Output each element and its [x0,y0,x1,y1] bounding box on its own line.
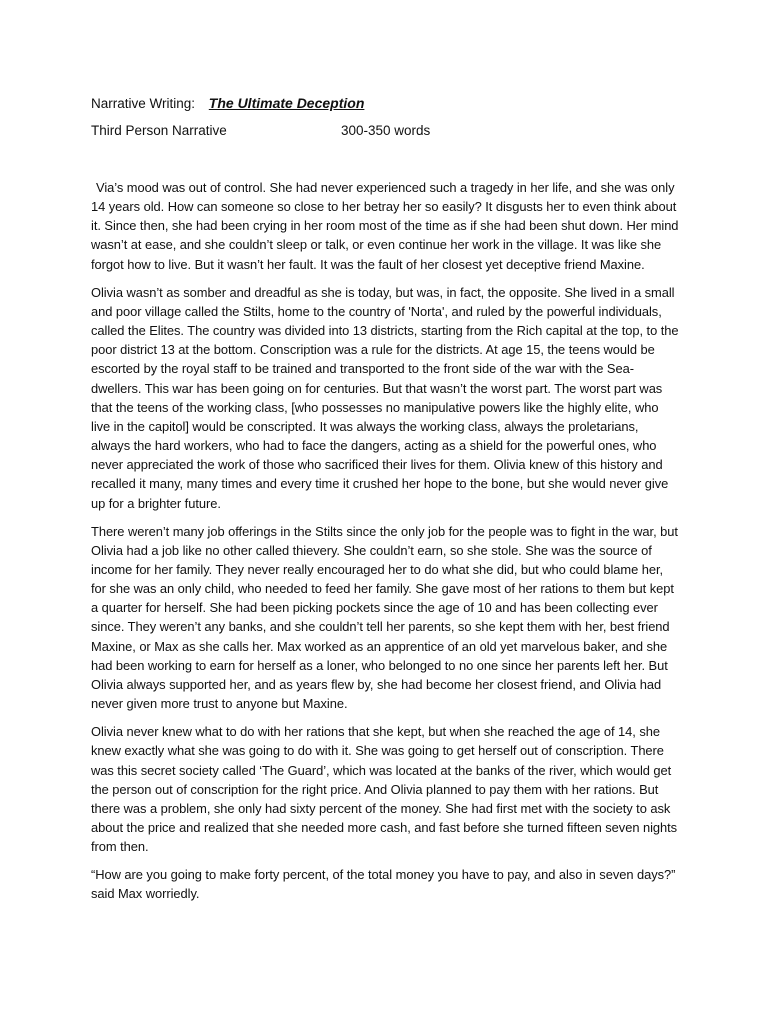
story-body [91,178,681,913]
document-header [91,93,364,114]
paragraph-5: “How are you going to make forty percent, of the total money you have to pay, and also in seven days?” said Max worriedly. [91,867,676,902]
paragraph-1: Via’s mood was out of control. She had never experienced such a tragedy in her life, and she was only 14 years old. How can someone so close to her betray her so easily? It disgusts her to even think about it. Since then, she had been crying in her room most of the time as if she had been shut down. Her mind wasn’t at ease, and she couldn’t sleep or talk, or even continue her work in the village. It was like she forgot how to live. But it wasn’t her fault. It was the fault of her closest yet deceptive friend Maxine. [91,180,679,272]
story-title: The Ultimate Deception [208,95,365,111]
word-count-requirement: 300-350 words [341,123,431,138]
assignment-label: Narrative Writing: [91,96,196,111]
paragraph-3: There weren’t many job offerings in the Stilts since the only job for the people was to fight in the war, but Olivia had a job like no other called thievery. She couldn’t earn, so she stole. She was the source of income for her family. They never really encouraged her to do what she did, but who could blame her, for she was an only child, who needed to feed her family. She gave most of her rations to them but kept a quarter for herself. She had been picking pockets since the age of 10 and has been collecting ever since. They weren’t any banks, and she couldn’t tell her parents, so she kept them with her, best friend Maxine, or Max as she calls her. Max worked as an apprentice of an old yet marvelous baker, and she had been working to earn for herself as a loner, who belonged to no one since her parents left her. But Olivia always supported her, and as years flew by, she had become her closest friend, and Olivia had never given more trust to anyone but Maxine. [91,523,678,712]
narrative-perspective: Third Person Narrative [91,123,227,138]
paragraph-4: Olivia never knew what to do with her rations that she kept, but when she reached the age of 14, she knew exactly what she was going to do with it. She was going to get herself out of conscription. There was this secret society called ‘The Guard’, which was located at the banks of the river, which would get the person out of conscription for the right price. And Olivia planned to pay them with her rations. But there was a problem, she only had sixty percent of the money. She had first met with the society to ask about the price and realized that she needed more cash, and fast before she turned fifteen seven nights from then. [91,724,678,855]
paragraph-2: Olivia wasn’t as somber and dreadful as she is today, but was, in fact, the opposite. She lived in a small and poor village called the Stilts, home to the country of 'Norta', and ruled by the powerful individuals, called the Elites. The country was divided into 13 districts, starting from the Rich capital at the top, to the poor district 13 at the bottom. Conscription was a rule for the districts. At age 15, the teens would be escorted by the royal staff to be trained and transported to the front side of the war with the Sea-dwellers. This war has been going on for centuries. But that wasn’t the worst part. The worst part was that the teens of the working class, [who possesses no manipulative powers like the highly elite, who live in the capitol] would be conscripted. It was always the working class, always the proletarians, always the hard workers, who had to face the dangers, acting as a shield for the powerful ones, who never appreciated the work of those who sacrificed their lives for them. Olivia knew of this history and recalled it many, many times and every time it crushed her hope to the bone, but she would never give up for a brighter future. [91,284,679,511]
